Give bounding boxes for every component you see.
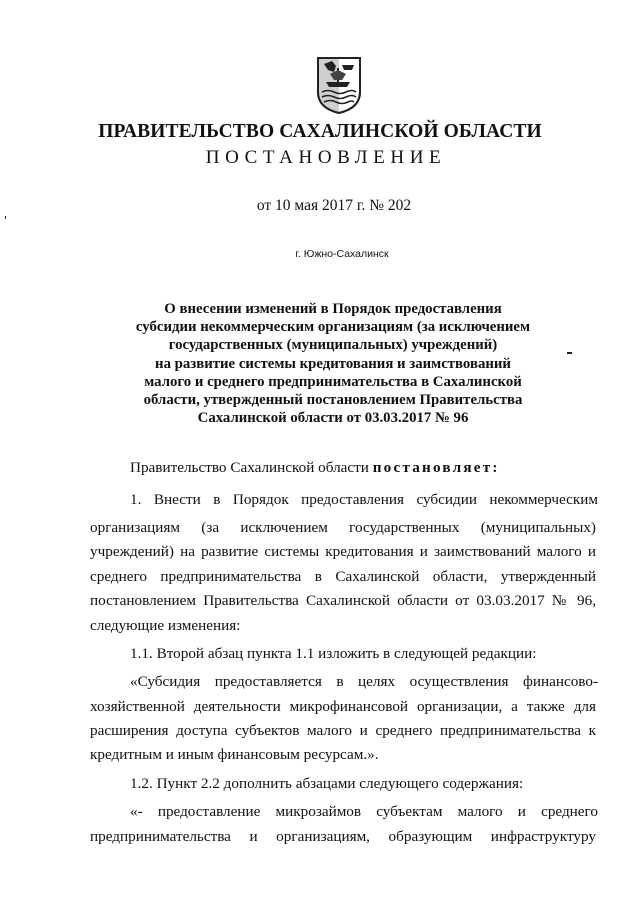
quote-1-line: кредитным и иным финансовым ресурсам.». (90, 746, 379, 763)
document-type: ПОСТАНОВЛЕНИЕ (205, 147, 447, 168)
paragraph-1-line: 1. Внести в Порядок предоставления субсидии некоммерческим (130, 491, 598, 508)
government-title: ПРАВИТЕЛЬСТВО САХАЛИНСКОЙ ОБЛАСТИ (98, 121, 542, 142)
quote-2-line: «- предоставление микрозаймов субъектам малого и среднего (130, 803, 598, 820)
paragraph-1-line: организациям (за исключением государственных (муниципальных) (90, 519, 596, 536)
paragraph-1-2: 1.2. Пункт 2.2 дополнить абзацами следующего содержания: (130, 775, 524, 792)
paragraph-1-line: среднего предпринимательства в Сахалинской области, утвержденный (90, 568, 596, 585)
subject-line: на развитие системы кредитования и заимствований (155, 355, 511, 372)
decree-intro-text: Правительство Сахалинской области (130, 459, 373, 476)
document-city: г. Южно-Сахалинск (295, 248, 389, 260)
document-date-number: от 10 мая 2017 г. № 202 (256, 197, 412, 214)
paragraph-1-line: учреждений) на развитие системы кредитования и заимствований малого и (90, 543, 596, 560)
document-subject (120, 300, 546, 427)
quote-1-line: «Субсидия предоставляется в целях осуществления финансово- (130, 673, 598, 690)
quote-1-line: расширения доступа субъектов малого и среднего предпринимательства к (90, 722, 596, 739)
quote-2-line: предпринимательства и организациям, образующим инфраструктуру (90, 828, 596, 845)
subject-line: О внесении изменений в Порядок предоставления (164, 301, 502, 317)
paragraph-1-1: 1.1. Второй абзац пункта 1.1 изложить в следующей редакции: (130, 645, 537, 662)
subject-line: субсидии некоммерческим организациям (за исключением (135, 319, 531, 336)
sakhalin-coat-of-arms-icon (316, 56, 362, 114)
paragraph-1-line: постановлением Правительства Сахалинской области от 03.03.2017 № 96, (90, 592, 596, 609)
decree-intro (92, 459, 598, 477)
quote-1-line: хозяйственной деятельности микрофинансовой организации, а также для (90, 698, 596, 715)
subject-line: государственных (муниципальных) учреждений) (168, 337, 498, 354)
subject-line: области, утвержденный постановлением Правительства (143, 392, 523, 409)
subject-line: малого и среднего предпринимательства в Сахалинской (144, 373, 522, 390)
paragraph-1-line: следующие изменения: (90, 617, 241, 634)
decree-word: постановляет: (372, 459, 500, 476)
subject-line: Сахалинской области от 03.03.2017 № 96 (197, 410, 469, 427)
scan-mark (567, 352, 572, 354)
scan-mark (5, 216, 6, 219)
